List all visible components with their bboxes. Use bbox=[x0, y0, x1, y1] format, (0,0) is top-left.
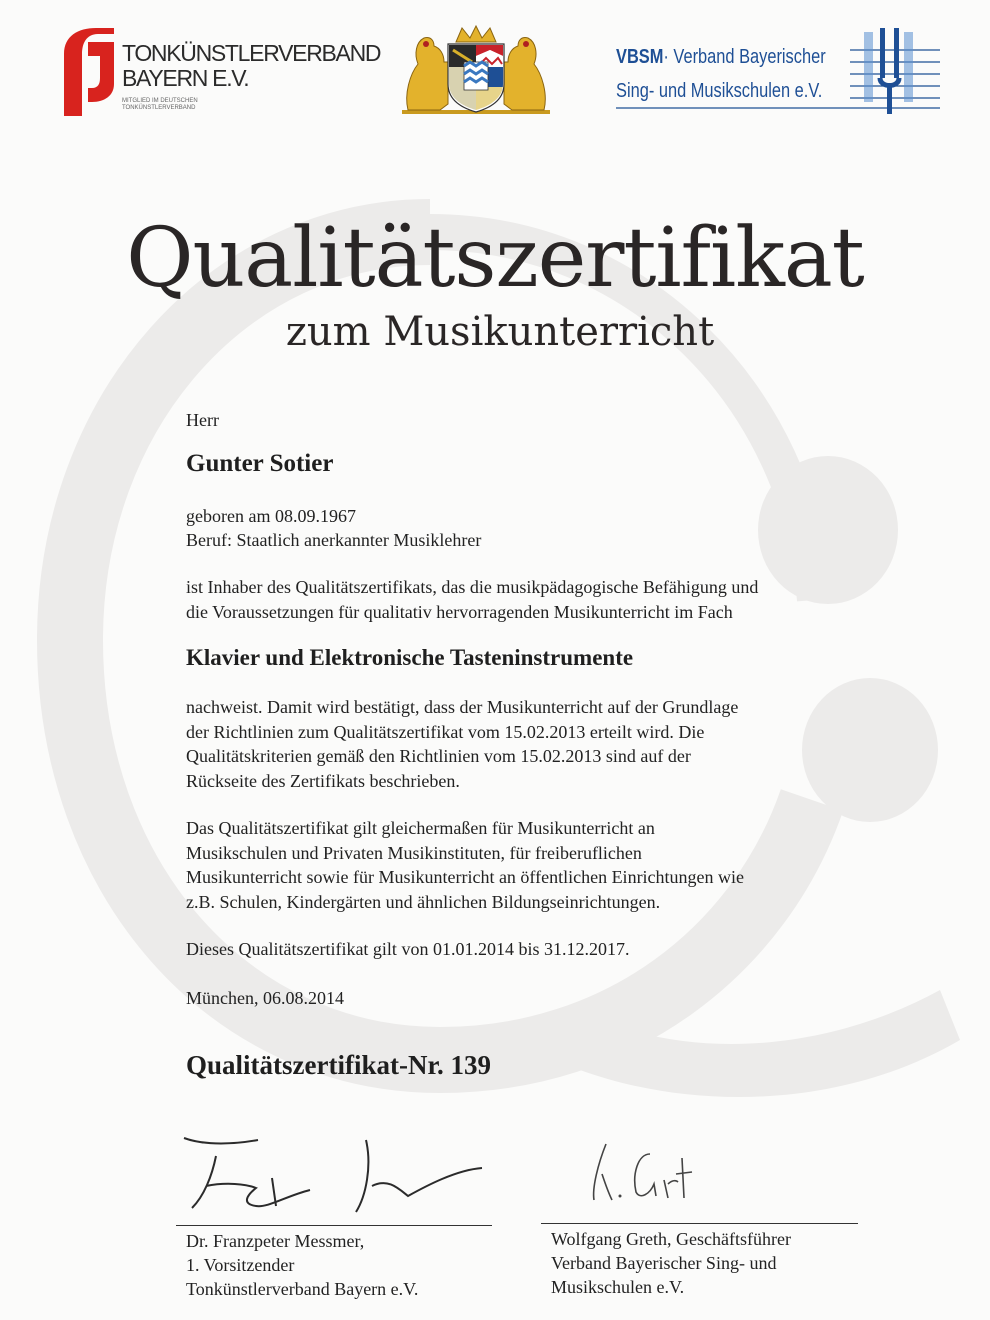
scope-line: Musikunterricht sowie für Musikunterricht an öffentlichen Einrichtungen wie bbox=[186, 867, 745, 887]
bavarian-coat-of-arms-icon bbox=[400, 24, 552, 116]
scope-line: Das Qualitätszertifikat gilt gleichermaßen für Musikunterricht an bbox=[186, 818, 655, 838]
confirmation-line: der Richtlinien zum Qualitätszertifikat vom 15.02.2013 erteilt wird. Die bbox=[186, 721, 705, 742]
tuning-fork-staff-icon bbox=[612, 22, 942, 118]
signatory-role: Verband Bayerischer Sing- und bbox=[551, 1253, 777, 1273]
tkv-logo-mark-icon bbox=[58, 24, 118, 120]
vbsm-logo-abbr: VBSM bbox=[616, 46, 664, 68]
holder-name: Gunter Sotier bbox=[186, 450, 334, 477]
scope-line: Musikschulen und Privaten Musikinstituten, für freiberuflichen bbox=[186, 842, 642, 863]
validity-statement: Dieses Qualitätszertifikat gilt von 01.01.2014 bis 31.12.2017. bbox=[186, 939, 630, 959]
confirmation-line: nachweist. Damit wird bestätigt, dass der Musikunterricht auf der Grundlage bbox=[186, 697, 739, 717]
signature-greth bbox=[584, 1134, 704, 1214]
signature-line-left bbox=[176, 1225, 492, 1226]
place-date: München, 06.08.2014 bbox=[186, 988, 344, 1008]
subject: Klavier und Elektronische Tasteninstrumente bbox=[186, 645, 634, 670]
salutation: Herr bbox=[186, 410, 219, 430]
profession: Beruf: Staatlich anerkannter Musiklehrer bbox=[186, 530, 482, 550]
tkv-logo-line2: BAYERN E.V. bbox=[122, 65, 249, 91]
signatory-org: Tonkünstlerverband Bayern e.V. bbox=[186, 1279, 419, 1299]
intro-paragraph bbox=[186, 575, 866, 624]
signatory-org: Musikschulen e.V. bbox=[551, 1277, 685, 1297]
certificate-title: Qualitätszertifikat bbox=[126, 211, 864, 306]
signatory-left bbox=[186, 1229, 418, 1301]
intro-line: die Voraussetzungen für qualitativ hervorragenden Musikunterricht im Fach bbox=[186, 601, 733, 622]
certificate-subtitle: zum Musikunterricht bbox=[285, 309, 715, 355]
signatory-right bbox=[551, 1227, 791, 1299]
birth-date: geboren am 08.09.1967 bbox=[186, 506, 356, 526]
signatory-name: Dr. Franzpeter Messmer, bbox=[186, 1231, 365, 1251]
tkv-logo bbox=[58, 24, 381, 124]
signatory-role: 1. Vorsitzender bbox=[186, 1255, 295, 1275]
confirmation-line: Qualitätskriterien gemäß den Richtlinien vom 15.02.2013 sind auf der bbox=[186, 746, 691, 766]
vbsm-logo-line1 bbox=[616, 46, 826, 69]
intro-line: ist Inhaber des Qualitätszertifikats, das die musikpädagogische Befähigung und bbox=[186, 577, 759, 597]
scope-line: z.B. Schulen, Kindergärten und ähnlichen Bildungseinrichtungen. bbox=[186, 891, 661, 912]
tkv-logo-member-note: MITGLIED IM DEUTSCHEN TONKÜNSTLERVERBAND bbox=[122, 98, 198, 111]
tkv-logo-line1: TONKÜNSTLERVERBAND bbox=[122, 40, 381, 66]
confirmation-line: Rückseite des Zertifikats beschrieben. bbox=[186, 770, 460, 791]
vbsm-logo bbox=[612, 22, 942, 118]
scope-paragraph bbox=[186, 816, 866, 914]
certificate-number: Qualitätszertifikat-Nr. 139 bbox=[186, 1050, 491, 1080]
confirmation-paragraph bbox=[186, 695, 866, 793]
signatory-name: Wolfgang Greth, Geschäftsführer bbox=[551, 1229, 791, 1249]
vbsm-logo-line1-text: · Verband Bayerischer bbox=[663, 46, 826, 68]
vbsm-logo-line2: Sing- und Musikschulen e.V. bbox=[616, 80, 823, 102]
signature-line-right bbox=[541, 1223, 858, 1224]
signature-messmer bbox=[176, 1126, 496, 1226]
